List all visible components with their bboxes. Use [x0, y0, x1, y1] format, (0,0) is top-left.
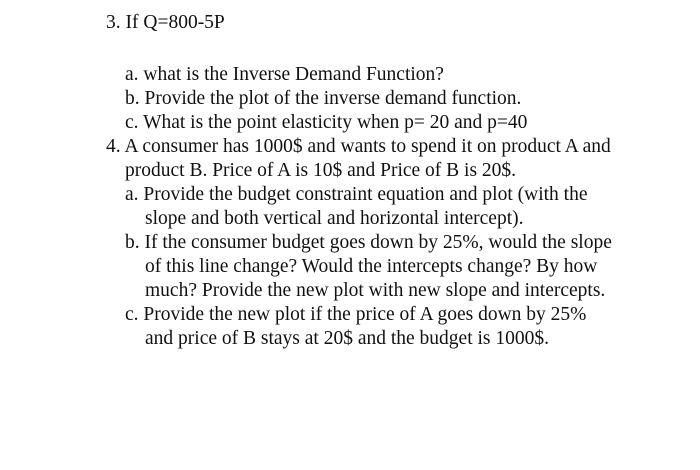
question-3a-text: what is the Inverse Demand Function? — [143, 64, 444, 85]
question-4b-line-3: much? Provide the new plot with new slope and intercepts. — [145, 280, 606, 301]
question-4b-line-2: of this line change? Would the intercepts change? By how — [145, 256, 598, 277]
question-3b-text: Provide the plot of the inverse demand function. — [144, 88, 522, 109]
question-4c-line-1: Provide the new plot if the price of A goes down by 25% — [143, 304, 587, 325]
question-3b-label: b. — [125, 88, 140, 109]
question-4a-line-1: Provide the budget constraint equation and plot (with the — [143, 184, 588, 205]
question-3a-label: a. — [125, 64, 139, 85]
question-4c — [125, 303, 586, 327]
question-3-number: 3. — [106, 12, 121, 33]
question-3c — [125, 111, 527, 135]
question-4a-line-2: slope and both vertical and horizontal intercept). — [145, 208, 524, 229]
question-3a — [125, 63, 444, 87]
question-4-number: 4. — [106, 136, 121, 157]
question-4a — [125, 183, 587, 207]
question-4c-line-2: and price of B stays at 20$ and the budget is 1000$. — [145, 328, 550, 349]
question-3-text: If Q=800-5P — [125, 12, 225, 33]
question-4-heading — [106, 135, 611, 159]
question-4-line-1: A consumer has 1000$ and wants to spend it on product A and — [124, 136, 611, 157]
question-4c-label: c. — [125, 304, 139, 325]
question-4-line-2: product B. Price of A is 10$ and Price of B is 20$. — [125, 160, 517, 181]
question-3c-label: c. — [125, 112, 139, 133]
question-4a-label: a. — [125, 184, 139, 205]
question-3-heading — [106, 11, 225, 35]
question-3b — [125, 87, 521, 111]
question-4b — [125, 231, 612, 255]
question-3c-text: What is the point elasticity when p= 20 and p=40 — [143, 112, 528, 133]
question-4b-line-1: If the consumer budget goes down by 25%, would the slope — [144, 232, 612, 253]
question-4b-label: b. — [125, 232, 140, 253]
